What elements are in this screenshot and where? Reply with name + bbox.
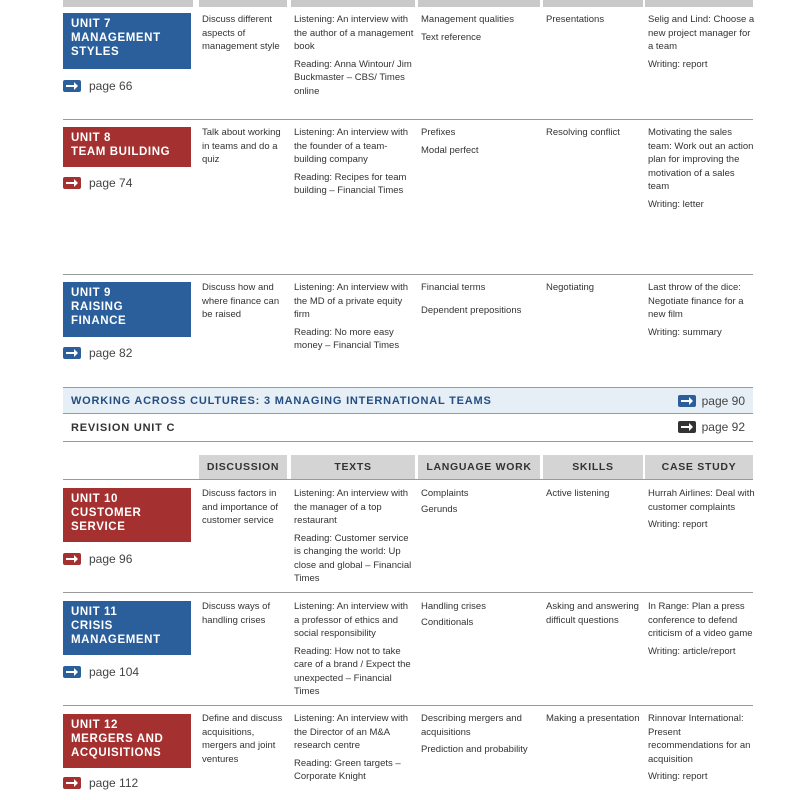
unit-7-discussion: Discuss different aspects of management style: [202, 14, 280, 52]
unit-9-skills: Negotiating: [546, 282, 595, 293]
header-bar-fragment: [543, 0, 643, 7]
arrow-right-icon: [678, 395, 696, 407]
unit-9-case-study: Last throw of the dice: Negotiate finance for a new film Writing: summary: [648, 282, 744, 338]
arrow-right-icon: [678, 421, 696, 433]
unit-7-skills: Presentations: [546, 14, 605, 25]
working-across-cultures-title: WORKING ACROSS CULTURES: 3 MANAGING INTERNATIONAL TEAMS: [71, 395, 492, 407]
unit-7-title: UNIT 7 MANAGEMENT STYLES: [63, 13, 191, 69]
header-bar-fragment: [418, 0, 540, 7]
unit-8-title: UNIT 8 TEAM BUILDING: [63, 127, 191, 167]
unit-8-discussion: Talk about working in teams and do a quiz: [202, 127, 281, 165]
unit-12-language: Describing mergers and acquisitions Prediction and probability: [421, 713, 528, 755]
unit-11-texts: Listening: An interview with a professor of ethics and social responsibility Reading: How not to take care of a brand / Expect the unexpected – Financial Times: [294, 601, 411, 697]
arrow-right-icon: [63, 666, 81, 678]
unit-11-discussion: Discuss ways of handling crises: [202, 601, 271, 626]
arrow-right-icon: [63, 347, 81, 359]
unit-7-texts: Listening: An interview with the author of a management book Reading: Anna Wintour/ Jim Buckmaster – CBS/ Times online: [294, 14, 414, 97]
revision-title: REVISION UNIT C: [71, 422, 176, 434]
unit-11-page-link[interactable]: page 104: [63, 665, 139, 679]
unit-11-case-study: In Range: Plan a press conference to defend criticism of a video game Writing: article/report: [648, 601, 753, 657]
unit-9-texts: Listening: An interview with the MD of a private equity firm Reading: No more easy money – Financial Times: [294, 282, 409, 351]
unit-7-case-study: Selig and Lind: Choose a new project manager for a team Writing: report: [648, 14, 755, 70]
unit-8-texts: Listening: An interview with the founder of a team-building company Reading: Recipes for team building – Financial Times: [294, 127, 409, 196]
working-across-cultures-page-link[interactable]: page 90: [678, 394, 745, 408]
header-bar-fragment: [199, 0, 287, 7]
unit-9-title: UNIT 9 RAISING FINANCE: [63, 282, 191, 337]
unit-10-language: Complaints Gerunds: [421, 488, 469, 515]
row-divider: [63, 274, 753, 275]
header-language-work: LANGUAGE WORK: [418, 455, 540, 479]
header-case-study: CASE STUDY: [645, 455, 753, 479]
unit-7-language: Management qualities Text reference: [421, 14, 514, 43]
arrow-right-icon: [63, 553, 81, 565]
header-bar-fragment: [291, 0, 415, 7]
unit-12-title: UNIT 12 MERGERS AND ACQUISITIONS: [63, 714, 191, 768]
unit-9-language: Financial terms Dependent prepositions: [421, 282, 522, 316]
unit-12-skills: Making a presentation: [546, 713, 640, 724]
header-texts: TEXTS: [291, 455, 415, 479]
row-divider: [63, 592, 753, 593]
arrow-right-icon: [63, 80, 81, 92]
arrow-right-icon: [63, 177, 81, 189]
unit-12-page-link[interactable]: page 112: [63, 776, 138, 790]
unit-8-page-link[interactable]: page 74: [63, 176, 132, 190]
unit-11-skills: Asking and answering difficult questions: [546, 601, 639, 626]
unit-12-discussion: Define and discuss acquisitions, mergers and joint ventures: [202, 713, 283, 765]
unit-12-case-study: Rinnovar International: Present recommendations for an acquisition Writing: report: [648, 713, 751, 782]
row-divider: [63, 119, 753, 120]
unit-8-language: Prefixes Modal perfect: [421, 127, 479, 156]
unit-10-page-link[interactable]: page 96: [63, 552, 132, 566]
header-skills: SKILLS: [543, 455, 643, 479]
unit-8-skills: Resolving conflict: [546, 127, 620, 138]
unit-9-page-link[interactable]: page 82: [63, 346, 132, 360]
unit-12-texts: Listening: An interview with the Director of an M&A research centre Reading: Green targets – Corporate Knight: [294, 713, 409, 782]
row-divider: [63, 705, 753, 706]
unit-11-language: Handling crises Conditionals: [421, 601, 486, 628]
unit-9-discussion: Discuss how and where finance can be raised: [202, 282, 280, 320]
header-discussion: DISCUSSION: [199, 455, 287, 479]
unit-10-case-study: Hurrah Airlines: Deal with customer complaints Writing: report: [648, 488, 755, 530]
unit-10-skills: Active listening: [546, 488, 610, 499]
row-divider: [63, 441, 753, 442]
arrow-right-icon: [63, 777, 81, 789]
unit-11-title: UNIT 11 CRISIS MANAGEMENT: [63, 601, 191, 655]
header-bar-fragment: [63, 0, 193, 7]
header-bar-fragment: [645, 0, 753, 7]
working-across-cultures-row: [63, 387, 753, 414]
row-divider: [63, 479, 753, 480]
unit-10-texts: Listening: An interview with the manager of a top restaurant Reading: Customer service is changing the world: Up close and global – Financial Times: [294, 488, 412, 584]
revision-page-link[interactable]: page 92: [678, 420, 745, 434]
unit-10-title: UNIT 10 CUSTOMER SERVICE: [63, 488, 191, 542]
unit-7-page-link[interactable]: page 66: [63, 79, 132, 93]
revision-row: [63, 414, 753, 441]
unit-8-case-study: Motivating the sales team: Work out an action plan for improving the motivation of a sales team Writing: letter: [648, 127, 754, 210]
unit-10-discussion: Discuss factors in and importance of customer service: [202, 488, 279, 526]
